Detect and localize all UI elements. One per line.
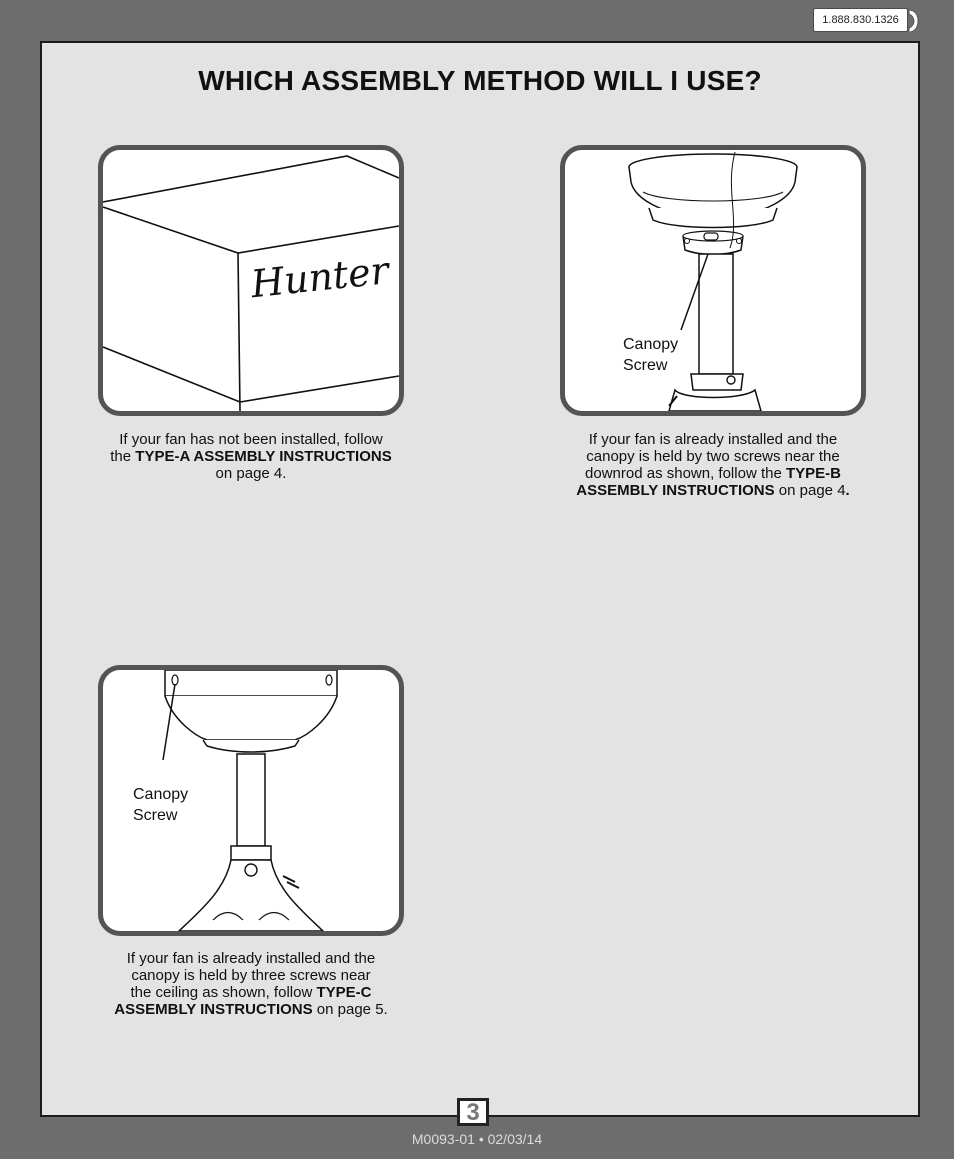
type-b-caption: If your fan is already installed and the canopy is held by two screws near the downrod as shown, follow the TYPE-B ASSEMBLY INSTRUCTIONS on page 4. <box>576 431 850 499</box>
phone-number-badge: 1.888.830.1326 <box>813 8 908 32</box>
type-c-illustration <box>98 665 404 936</box>
type-b-callout: Canopy Screw <box>623 336 679 374</box>
hunter-logo: Hunter <box>248 248 391 307</box>
document-code: M0093-01 • 02/03/14 <box>411 1131 543 1147</box>
boxed-fan-drawing <box>103 150 399 411</box>
type-c-callout: Canopy Screw <box>133 786 189 824</box>
page-title: WHICH ASSEMBLY METHOD WILL I USE? <box>198 65 762 96</box>
phone-handset-icon <box>906 8 920 34</box>
content-panel <box>40 41 920 1117</box>
type-a-caption: If your fan has not been installed, follow the TYPE-A ASSEMBLY INSTRUCTIONS on page 4. <box>110 431 392 482</box>
page-number: 3 <box>457 1098 489 1126</box>
type-c-caption: If your fan is already installed and the canopy is held by three screws near the ceiling as shown, follow TYPE-C ASSEMBLY INSTRUCTIONS on page 5. <box>114 950 388 1018</box>
canopy-downrod-drawing <box>565 150 861 411</box>
type-b-illustration <box>560 145 866 416</box>
type-a-illustration <box>98 145 404 416</box>
